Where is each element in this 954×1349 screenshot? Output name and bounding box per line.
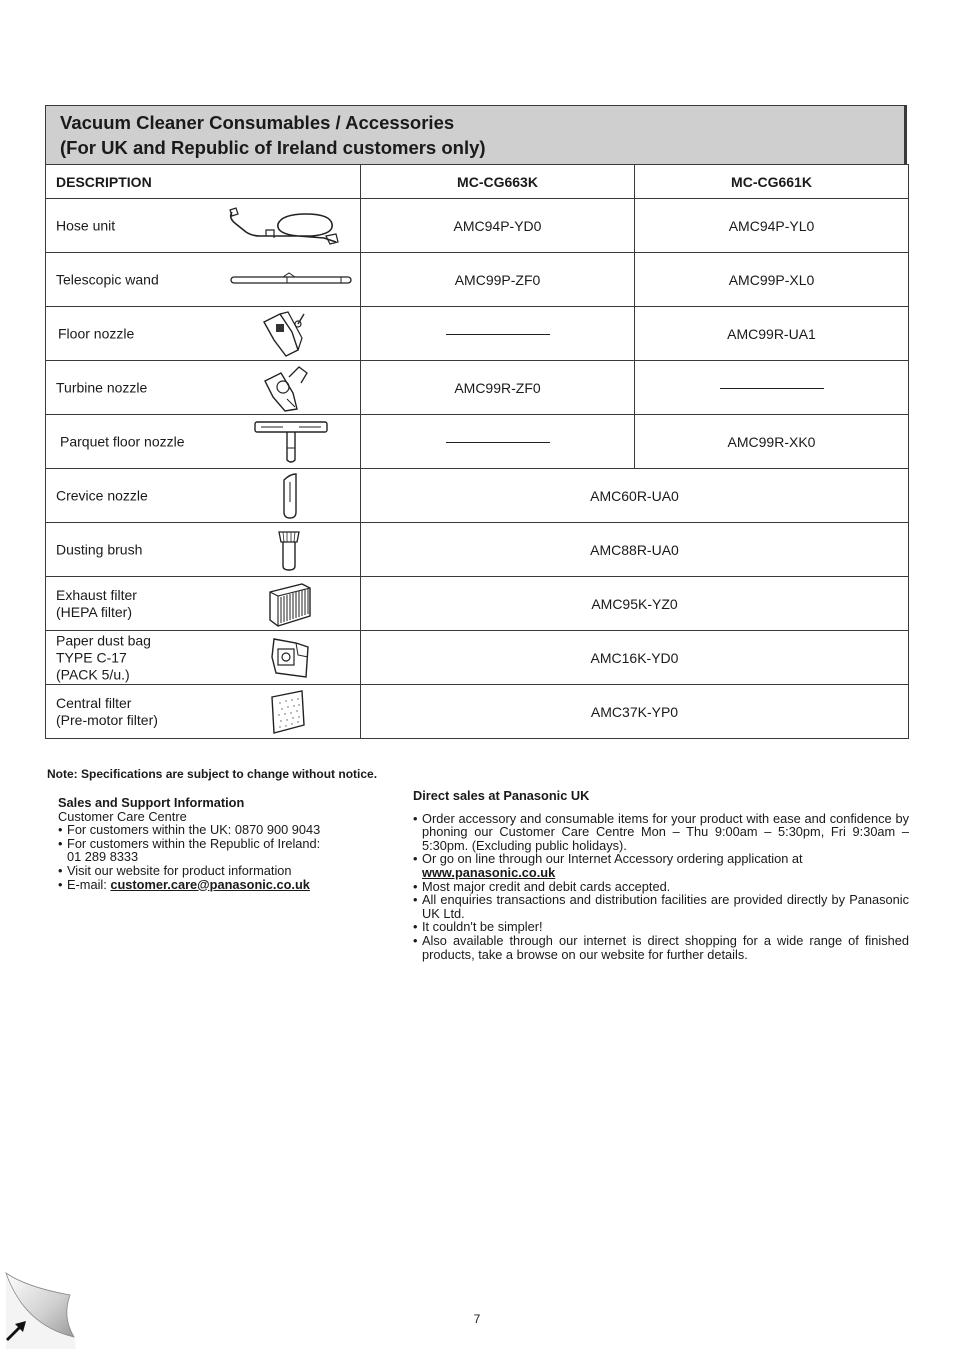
dust-bag-icon	[268, 635, 312, 681]
cell-mc-cg661k: AMC99R-UA1	[635, 307, 909, 361]
table-row	[46, 577, 909, 631]
list-item: • Most major credit and debit cards accepted.	[413, 880, 909, 894]
not-available-dash	[446, 442, 550, 443]
cell-mc-cg663k: AMC99R-ZF0	[361, 361, 635, 415]
accessories-title	[46, 106, 906, 165]
title-line-2: (For UK and Republic of Ireland customers only)	[60, 137, 486, 158]
cell-both-models: AMC16K-YD0	[361, 631, 909, 685]
row-description: Exhaust filter (HEPA filter)	[56, 586, 137, 620]
table-row	[46, 361, 909, 415]
table-row	[46, 631, 909, 685]
hose-icon	[226, 206, 341, 246]
row-description: Floor nozzle	[58, 325, 135, 341]
sales-support-section	[58, 796, 378, 891]
title-line-1: Vacuum Cleaner Consumables / Accessories	[60, 112, 455, 133]
table-row	[46, 469, 909, 523]
sales-subheading: Customer Care Centre	[58, 808, 187, 824]
cell-both-models: AMC60R-UA0	[361, 469, 909, 523]
table-row	[46, 253, 909, 307]
row-description: Hose unit	[56, 217, 116, 233]
cell-both-models: AMC95K-YZ0	[361, 577, 909, 631]
website-link[interactable]: www.panasonic.co.uk	[422, 864, 556, 880]
specifications-note: Note: Specifications are subject to change without notice.	[47, 767, 378, 781]
floor-nozzle-icon	[258, 310, 310, 358]
accessories-title-box	[45, 105, 907, 165]
table-row	[46, 685, 909, 739]
list-item: • Or go on line through our Internet Accessory ordering application at www.panasonic.co.uk	[413, 852, 909, 879]
crevice-nozzle-icon	[280, 472, 300, 520]
table-row	[46, 523, 909, 577]
wand-icon	[229, 272, 354, 288]
page-curl-arrow-icon[interactable]	[0, 1265, 80, 1349]
list-item: • All enquiries transactions and distribution facilities are provided directly by Panasonic UK Ltd.	[413, 893, 909, 920]
table-row	[46, 199, 909, 253]
list-item: • For customers within the UK: 0870 900 9043	[58, 823, 378, 837]
not-available-dash	[446, 334, 550, 335]
turbine-nozzle-icon	[261, 363, 311, 413]
list-item: • E-mail: customer.care@panasonic.co.uk	[58, 878, 378, 892]
accessories-table	[45, 164, 909, 739]
parquet-nozzle-icon	[253, 418, 329, 466]
sales-heading: Sales and Support Information	[58, 795, 245, 810]
row-description: Crevice nozzle	[56, 487, 148, 503]
cell-mc-cg661k: AMC99P-XL0	[635, 253, 909, 307]
cell-both-models: AMC88R-UA0	[361, 523, 909, 577]
row-description: Paper dust bag TYPE C-17 (PACK 5/u.)	[56, 632, 151, 682]
row-description: Telescopic wand	[56, 271, 159, 287]
row-description: Dusting brush	[56, 541, 143, 557]
cell-mc-cg663k: AMC94P-YD0	[361, 199, 635, 253]
row-description: Parquet floor nozzle	[60, 433, 185, 449]
cell-both-models: AMC37K-YP0	[361, 685, 909, 739]
header-mc-cg663k: MC-CG663K	[361, 165, 635, 199]
page-number: 7	[473, 1312, 481, 1326]
cell-mc-cg663k: AMC99P-ZF0	[361, 253, 635, 307]
list-item: • Visit our website for product information	[58, 864, 378, 878]
header-description: DESCRIPTION	[46, 165, 361, 199]
list-item: • It couldn't be simpler!	[413, 920, 909, 934]
list-item: • For customers within the Republic of Ireland: 01 289 8333	[58, 837, 378, 864]
hepa-filter-icon	[266, 580, 314, 628]
not-available-dash	[720, 388, 824, 389]
table-row	[46, 307, 909, 361]
table-header-row	[46, 165, 909, 199]
sales-list	[58, 823, 378, 891]
direct-sales-heading: Direct sales at Panasonic UK	[413, 788, 590, 803]
direct-sales-list	[413, 812, 909, 962]
cell-mc-cg661k: AMC99R-XK0	[635, 415, 909, 469]
central-filter-icon	[268, 689, 308, 735]
row-description: Central filter (Pre-motor filter)	[56, 694, 158, 728]
dusting-brush-icon	[275, 528, 303, 572]
table-row	[46, 415, 909, 469]
list-item: • Order accessory and consumable items for your product with ease and confidence by phoning our Customer Care Centre Mon – Thu 9:00am – 5:30pm, Fri 9:30am – 5:30pm. (Excluding public holidays).	[413, 812, 909, 853]
email-link[interactable]: customer.care@panasonic.co.uk	[110, 876, 310, 892]
direct-sales-section	[413, 789, 909, 961]
header-mc-cg661k: MC-CG661K	[635, 165, 909, 199]
cell-mc-cg661k: AMC94P-YL0	[635, 199, 909, 253]
list-item: • Also available through our internet is direct shopping for a wide range of finished products, take a browse on our website for further details.	[413, 934, 909, 961]
row-description: Turbine nozzle	[56, 379, 148, 395]
